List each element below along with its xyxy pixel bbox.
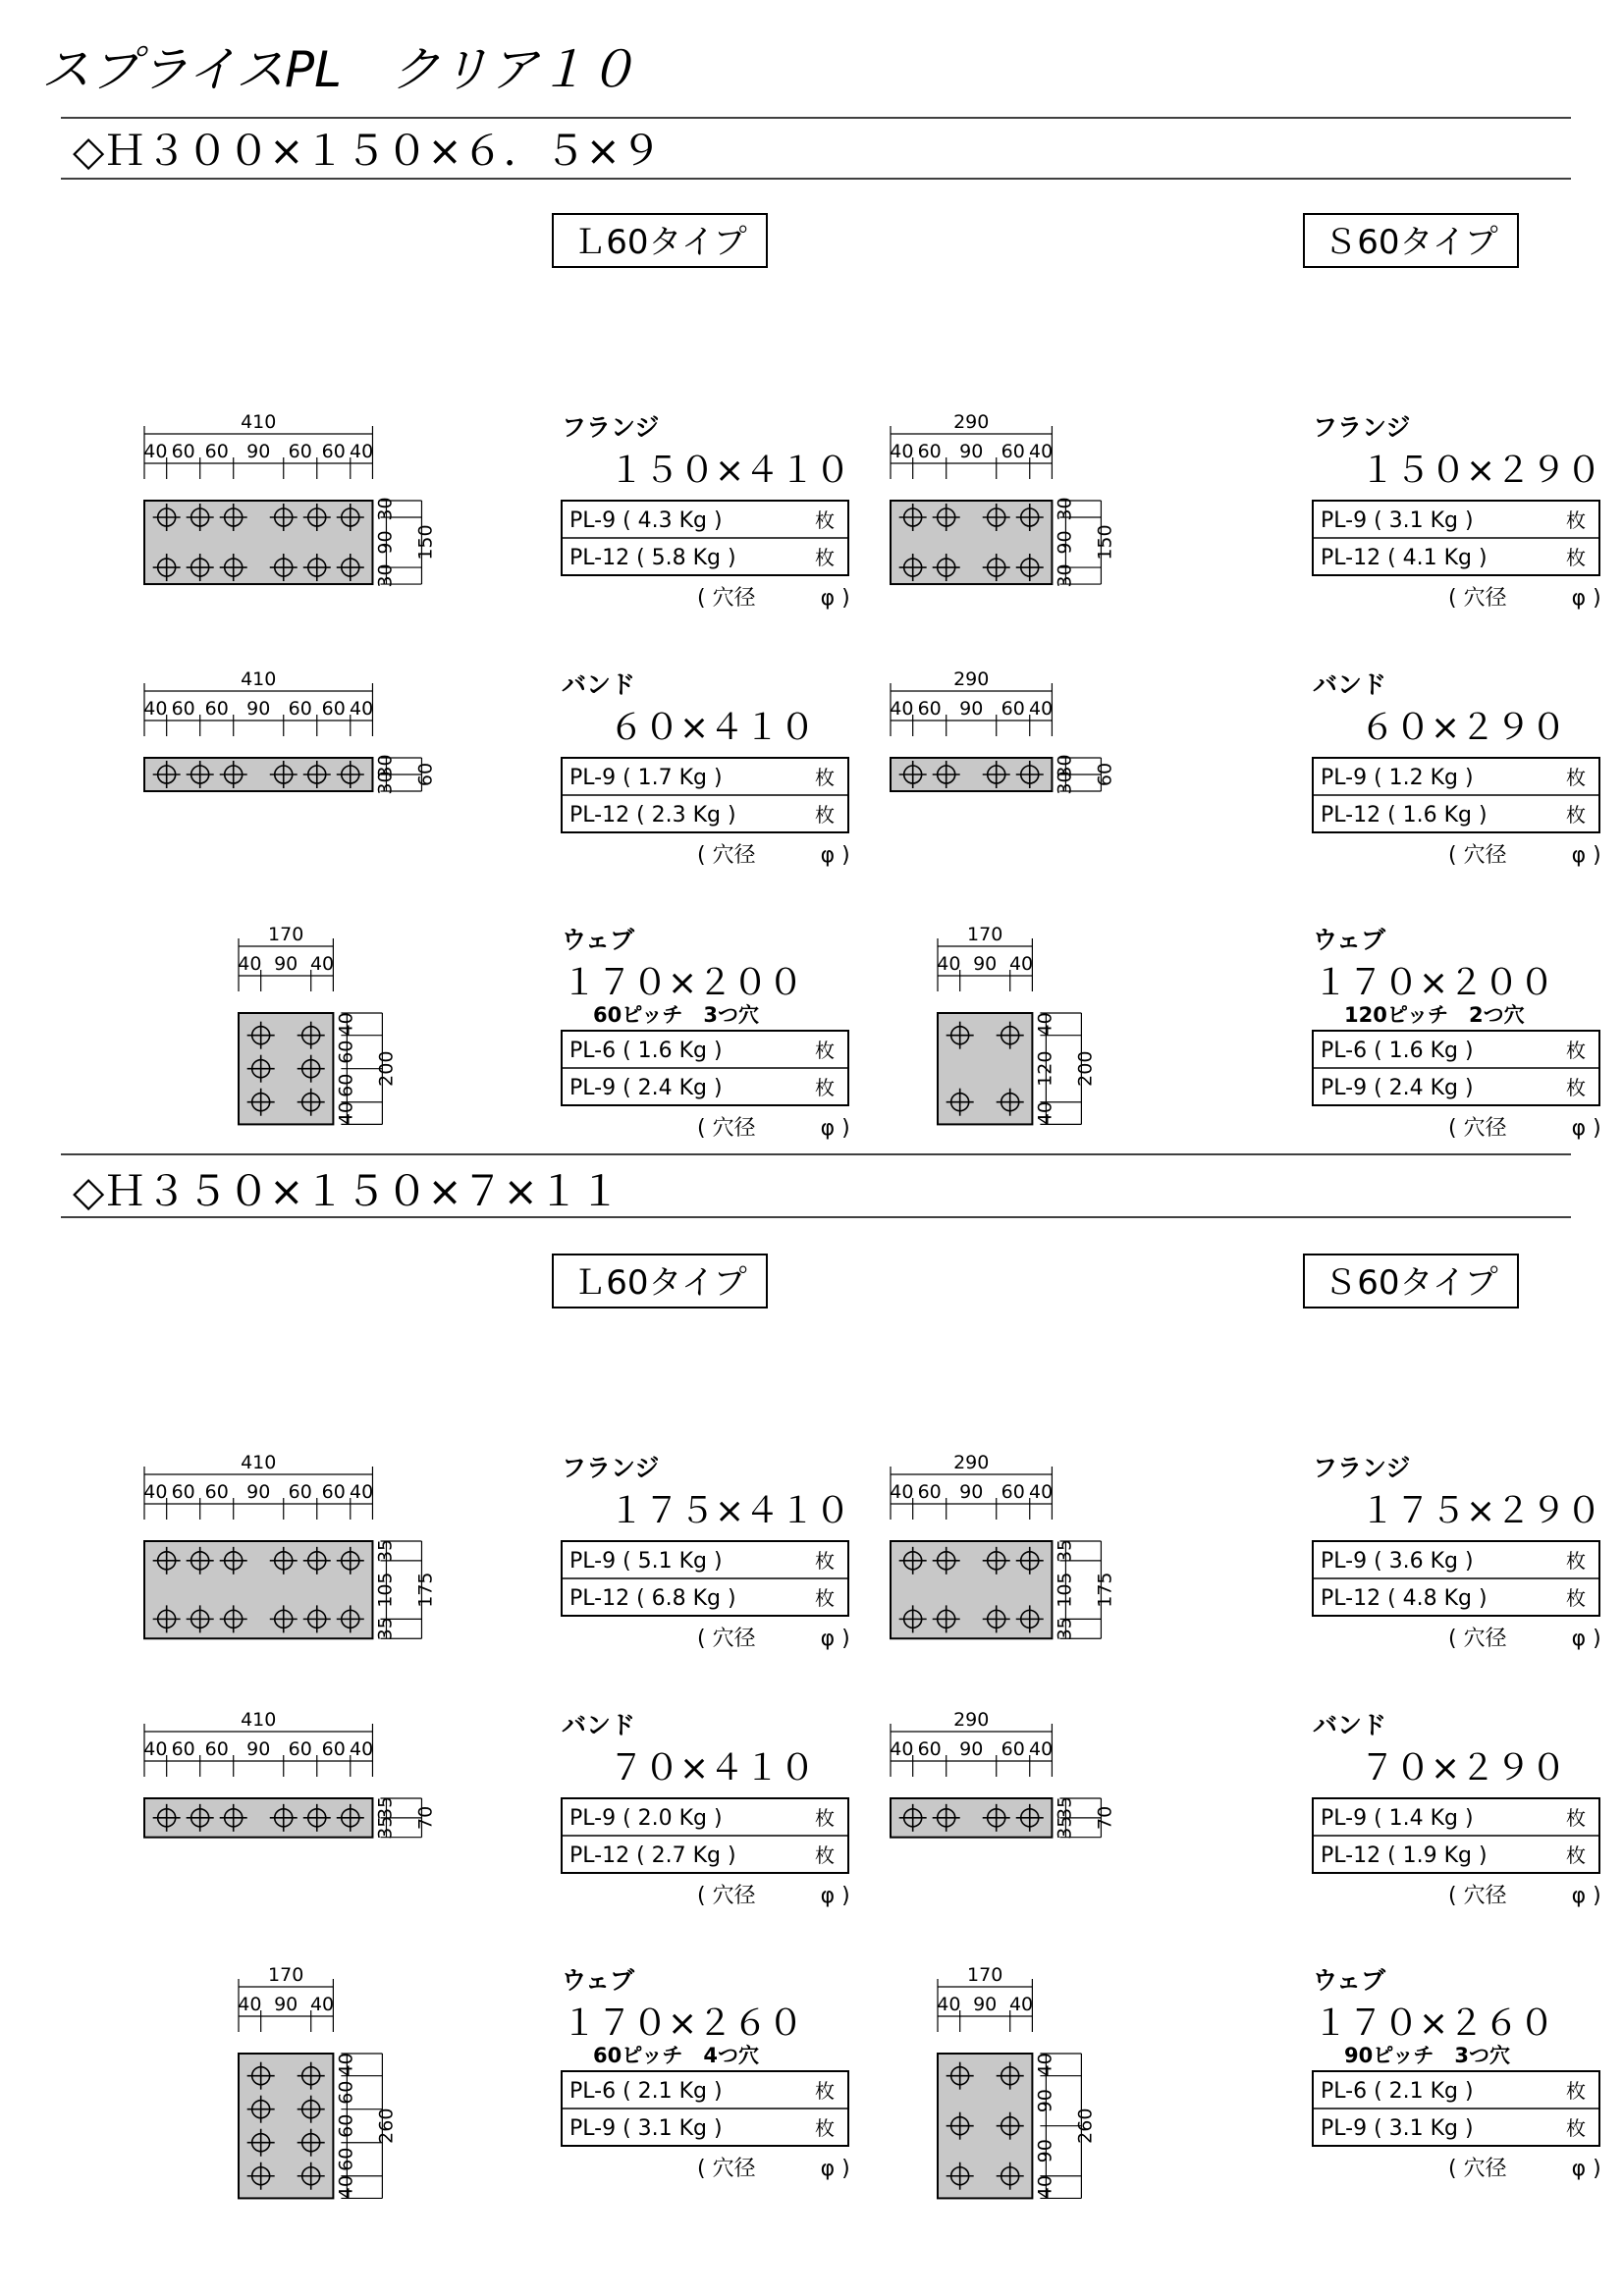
dim-label: 60: [321, 441, 346, 462]
part-name: ウェブ: [1313, 1966, 1386, 1995]
spec-unit: 枚: [1566, 1549, 1586, 1573]
spec-row: PL-12 ( 2.3 Kg ): [569, 803, 736, 828]
side-dim-label: 90: [1034, 2089, 1056, 2113]
dim-label: 90: [246, 441, 271, 462]
dim-label: 90: [246, 1738, 271, 1760]
hole-note: ( 穴径 φ ): [1448, 1627, 1601, 1651]
spec-row: PL-12 ( 2.7 Kg ): [569, 1843, 736, 1868]
dim-label: 60: [1001, 1738, 1025, 1760]
spec-row: PL-9 ( 1.2 Kg ): [1321, 766, 1474, 790]
hole-note: ( 穴径 φ ): [697, 1884, 850, 1908]
part-name: フランジ: [1313, 1454, 1411, 1482]
type-badge: Ｌ60タイプ: [572, 1263, 747, 1303]
dim-label: 60: [917, 1481, 942, 1503]
dim-label: 60: [171, 1738, 195, 1760]
hole-note: ( 穴径 φ ): [1448, 2157, 1601, 2181]
dim-label: 40: [890, 698, 914, 720]
hole-note: ( 穴径 φ ): [1448, 1884, 1601, 1908]
dim-label: 40: [143, 1738, 168, 1760]
spec-row: PL-9 ( 2.4 Kg ): [1321, 1076, 1474, 1100]
side-dim-label: 105: [374, 1572, 397, 1608]
part-size: １５０×２９０: [1360, 451, 1602, 491]
side-dim-label: 35: [1054, 1617, 1076, 1641]
side-total: 200: [375, 1050, 398, 1087]
plate-body: [891, 501, 1052, 584]
dim-label: 40: [309, 953, 335, 975]
side-dim-label: 35: [374, 1795, 397, 1821]
dim-label: 60: [204, 698, 229, 720]
part-band: [890, 668, 1600, 868]
plate-body: [144, 1541, 372, 1638]
spec-row: PL-9 ( 3.6 Kg ): [1321, 1549, 1474, 1574]
overall-dim: 170: [967, 1964, 1003, 1986]
part-name: ウェブ: [562, 926, 635, 954]
spec-unit: 枚: [815, 1843, 835, 1867]
spec-unit: 枚: [1566, 1806, 1586, 1830]
part-note: 60ピッチ 4つ穴: [593, 2044, 759, 2067]
dim-label: 40: [1028, 441, 1054, 462]
section-heading: ◇Ｈ３００×１５０×６．５×９: [73, 127, 662, 175]
part-web: [238, 924, 849, 1141]
spec-unit: 枚: [1566, 766, 1586, 789]
dim-label: 60: [917, 698, 942, 720]
dim-label: 40: [238, 1994, 262, 2015]
side-dim-label: 60: [335, 2113, 357, 2138]
side-dim-label: 40: [1034, 2174, 1056, 2200]
dim-label: 40: [350, 441, 374, 462]
side-dim-label: 30: [374, 497, 397, 521]
spec-row: PL-6 ( 1.6 Kg ): [569, 1039, 723, 1063]
side-dim-label: 35: [1054, 1538, 1076, 1564]
part-size: １７０×２００: [1313, 963, 1555, 1003]
spec-unit: 枚: [1566, 1076, 1586, 1099]
side-dim-label: 105: [1054, 1572, 1076, 1608]
hole-note: ( 穴径 φ ): [1448, 843, 1601, 868]
dim-label: 60: [204, 1738, 229, 1760]
spec-row: PL-12 ( 1.6 Kg ): [1321, 803, 1488, 828]
spec-row: PL-12 ( 6.8 Kg ): [569, 1586, 736, 1611]
side-dim-label: 30: [1054, 771, 1076, 795]
part-name: ウェブ: [562, 1966, 635, 1995]
type-badge: Ｓ60タイプ: [1324, 223, 1498, 262]
side-total: 70: [1094, 1805, 1116, 1830]
page-title: スプライスPL クリア１０: [41, 41, 637, 98]
side-dim-label: 60: [335, 2147, 357, 2171]
dim-label: 40: [350, 698, 374, 720]
spec-unit: 枚: [815, 1806, 835, 1830]
part-size: ７０×４１０: [609, 1748, 816, 1789]
part-name: フランジ: [1313, 413, 1411, 442]
overall-dim: 290: [953, 1452, 990, 1473]
overall-dim: 410: [241, 1452, 277, 1473]
dim-label: 40: [890, 1738, 914, 1760]
part-note: 60ピッチ 3つ穴: [593, 1003, 759, 1027]
side-total: 175: [1094, 1572, 1116, 1608]
part-size: １７０×２６０: [1313, 2003, 1555, 2044]
dim-label: 40: [238, 953, 262, 975]
dim-label: 90: [959, 1738, 984, 1760]
part-band: [890, 1709, 1600, 1908]
spec-row: PL-12 ( 5.8 Kg ): [569, 546, 736, 570]
dim-label: 40: [143, 1481, 168, 1503]
side-dim-label: 90: [1054, 530, 1076, 555]
side-dim-label: 40: [1034, 2053, 1056, 2077]
side-dim-label: 40: [335, 2174, 357, 2200]
part-size: ６０×２９０: [1360, 708, 1567, 748]
dim-label: 60: [321, 1738, 346, 1760]
side-total: 200: [1074, 1050, 1097, 1087]
dim-label: 40: [890, 441, 914, 462]
side-dim-label: 30: [1054, 754, 1076, 778]
spec-unit: 枚: [815, 546, 835, 569]
dim-label: 60: [1001, 441, 1025, 462]
dim-label: 40: [937, 1994, 961, 2015]
plate-body: [938, 1013, 1032, 1124]
dim-label: 90: [973, 1994, 998, 2015]
hole-note: ( 穴径 φ ): [697, 2157, 850, 2181]
side-dim-label: 40: [1034, 1100, 1056, 1126]
part-flange: [143, 411, 850, 611]
side-dim-label: 120: [1034, 1050, 1056, 1087]
side-dim-label: 30: [374, 754, 397, 778]
part-band: [143, 1709, 849, 1908]
spec-row: PL-9 ( 5.1 Kg ): [569, 1549, 723, 1574]
dim-label: 90: [959, 698, 984, 720]
side-total: 150: [1094, 524, 1116, 561]
spec-row: PL-9 ( 4.3 Kg ): [569, 508, 723, 533]
dim-label: 60: [1001, 698, 1025, 720]
dim-label: 60: [171, 698, 195, 720]
part-note: 120ピッチ 2つ穴: [1344, 1003, 1525, 1027]
overall-dim: 290: [953, 411, 990, 433]
dim-label: 40: [1008, 953, 1034, 975]
type-badge: Ｌ60タイプ: [572, 223, 747, 262]
dim-label: 60: [204, 441, 229, 462]
dim-label: 90: [246, 698, 271, 720]
overall-dim: 410: [241, 411, 277, 433]
content: [61, 118, 1601, 2199]
part-size: １７５×２９０: [1360, 1491, 1602, 1531]
side-dim-label: 60: [335, 1040, 357, 1064]
side-dim-label: 60: [335, 1073, 357, 1097]
section-2: [61, 1154, 1601, 2199]
spec-row: PL-12 ( 4.1 Kg ): [1321, 546, 1488, 570]
dim-label: 60: [1001, 1481, 1025, 1503]
dim-label: 60: [917, 1738, 942, 1760]
spec-unit: 枚: [1566, 803, 1586, 827]
dim-label: 90: [274, 953, 298, 975]
dim-label: 60: [288, 1481, 312, 1503]
side-total: 260: [1074, 2108, 1097, 2144]
part-web: [937, 924, 1600, 1141]
spec-unit: 枚: [815, 1549, 835, 1573]
part-size: ７０×２９０: [1360, 1748, 1567, 1789]
side-dim-label: 90: [1034, 2139, 1056, 2163]
part-name: バンド: [1313, 670, 1387, 699]
part-band: [143, 668, 849, 868]
hole-note: ( 穴径 φ ): [1448, 1116, 1601, 1141]
overall-dim: 410: [241, 668, 277, 690]
spec-row: PL-6 ( 1.6 Kg ): [1321, 1039, 1474, 1063]
part-name: バンド: [562, 670, 636, 699]
side-dim-label: 35: [374, 1538, 397, 1564]
spec-unit: 枚: [1566, 546, 1586, 569]
side-total: 175: [414, 1572, 437, 1608]
side-dim-label: 30: [1054, 497, 1076, 521]
hole-note: ( 穴径 φ ): [697, 843, 850, 868]
part-flange: [890, 1452, 1601, 1651]
part-size: １７５×４１０: [609, 1491, 851, 1531]
dim-label: 90: [274, 1994, 298, 2015]
spec-unit: 枚: [1566, 508, 1586, 532]
plate-body: [891, 1541, 1052, 1638]
spec-row: PL-9 ( 1.4 Kg ): [1321, 1806, 1474, 1831]
spec-unit: 枚: [815, 508, 835, 532]
part-flange: [890, 411, 1601, 611]
side-dim-label: 35: [374, 1617, 397, 1641]
spec-row: PL-9 ( 3.1 Kg ): [569, 2116, 723, 2141]
spec-row: PL-9 ( 3.1 Kg ): [1321, 2116, 1474, 2141]
dim-label: 60: [288, 441, 312, 462]
dim-label: 60: [171, 1481, 195, 1503]
dim-label: 90: [959, 441, 984, 462]
spec-unit: 枚: [815, 2079, 835, 2103]
dim-label: 40: [350, 1481, 374, 1503]
dim-label: 40: [937, 953, 961, 975]
dim-label: 40: [143, 698, 168, 720]
dim-label: 40: [1028, 1738, 1054, 1760]
spec-row: PL-12 ( 4.8 Kg ): [1321, 1586, 1488, 1611]
part-name: フランジ: [562, 413, 660, 442]
hole-note: ( 穴径 φ ): [1448, 586, 1601, 611]
spec-unit: 枚: [1566, 1039, 1586, 1062]
spec-unit: 枚: [815, 1586, 835, 1610]
spec-unit: 枚: [1566, 1586, 1586, 1610]
part-size: １７０×２００: [562, 963, 804, 1003]
spec-unit: 枚: [815, 1039, 835, 1062]
part-size: １５０×４１０: [609, 451, 851, 491]
dim-label: 60: [321, 698, 346, 720]
spec-row: PL-6 ( 2.1 Kg ): [1321, 2079, 1474, 2104]
side-total: 70: [414, 1805, 437, 1830]
dim-label: 90: [246, 1481, 271, 1503]
part-note: 90ピッチ 3つ穴: [1344, 2044, 1510, 2067]
dim-label: 90: [959, 1481, 984, 1503]
side-dim-label: 35: [374, 1815, 397, 1840]
part-size: ６０×４１０: [609, 708, 816, 748]
overall-dim: 290: [953, 668, 990, 690]
hole-note: ( 穴径 φ ): [697, 1627, 850, 1651]
plate-body: [144, 501, 372, 584]
section-1: [61, 118, 1601, 1141]
side-total: 60: [1094, 762, 1116, 787]
part-name: バンド: [562, 1711, 636, 1739]
type-column-2: [890, 1255, 1601, 2199]
side-total: 260: [375, 2108, 398, 2144]
side-dim-label: 60: [335, 2080, 357, 2105]
overall-dim: 410: [241, 1709, 277, 1731]
overall-dim: 170: [268, 924, 304, 945]
hole-note: ( 穴径 φ ): [697, 586, 850, 611]
side-total: 60: [414, 762, 437, 787]
dim-label: 60: [204, 1481, 229, 1503]
side-dim-label: 40: [335, 1100, 357, 1126]
side-dim-label: 35: [1054, 1815, 1076, 1840]
type-column-2: [890, 214, 1601, 1141]
dim-label: 60: [288, 698, 312, 720]
spec-unit: 枚: [815, 2116, 835, 2140]
dim-label: 40: [890, 1481, 914, 1503]
spec-row: PL-12 ( 1.9 Kg ): [1321, 1843, 1488, 1868]
part-size: １７０×２６０: [562, 2003, 804, 2044]
dim-label: 40: [143, 441, 168, 462]
side-dim-label: 30: [374, 771, 397, 795]
dim-label: 60: [917, 441, 942, 462]
spec-row: PL-9 ( 3.1 Kg ): [1321, 508, 1474, 533]
part-name: バンド: [1313, 1711, 1387, 1739]
dim-label: 90: [973, 953, 998, 975]
dim-label: 40: [1028, 1481, 1054, 1503]
spec-unit: 枚: [1566, 2116, 1586, 2140]
hole-note: ( 穴径 φ ): [697, 1116, 850, 1141]
spec-unit: 枚: [1566, 1843, 1586, 1867]
spec-unit: 枚: [815, 803, 835, 827]
side-dim-label: 30: [1054, 563, 1076, 588]
side-dim-label: 40: [1034, 1012, 1056, 1037]
side-dim-label: 40: [335, 1012, 357, 1037]
part-name: ウェブ: [1313, 926, 1386, 954]
spec-unit: 枚: [815, 1076, 835, 1099]
type-column-1: [143, 1255, 850, 2199]
part-web: [238, 1964, 849, 2199]
spec-unit: 枚: [1566, 2079, 1586, 2103]
side-dim-label: 30: [374, 563, 397, 588]
spec-row: PL-9 ( 2.4 Kg ): [569, 1076, 723, 1100]
spec-row: PL-9 ( 1.7 Kg ): [569, 766, 723, 790]
side-dim-label: 90: [374, 530, 397, 555]
dim-label: 40: [1008, 1994, 1034, 2015]
section-heading: ◇Ｈ３５０×１５０×７×１１: [73, 1167, 621, 1215]
dim-label: 40: [309, 1994, 335, 2015]
side-dim-label: 35: [1054, 1795, 1076, 1821]
dim-label: 40: [350, 1738, 374, 1760]
overall-dim: 170: [967, 924, 1003, 945]
dim-label: 60: [321, 1481, 346, 1503]
side-total: 150: [414, 524, 437, 561]
spec-row: PL-6 ( 2.1 Kg ): [569, 2079, 723, 2104]
type-badge: Ｓ60タイプ: [1324, 1263, 1498, 1303]
overall-dim: 290: [953, 1709, 990, 1731]
side-dim-label: 40: [335, 2053, 357, 2077]
dim-label: 60: [171, 441, 195, 462]
spec-row: PL-9 ( 2.0 Kg ): [569, 1806, 723, 1831]
part-flange: [143, 1452, 850, 1651]
dim-label: 40: [1028, 698, 1054, 720]
part-name: フランジ: [562, 1454, 660, 1482]
spec-unit: 枚: [815, 766, 835, 789]
dim-label: 60: [288, 1738, 312, 1760]
part-web: [937, 1964, 1600, 2199]
overall-dim: 170: [268, 1964, 304, 1986]
type-column-1: [143, 214, 850, 1141]
